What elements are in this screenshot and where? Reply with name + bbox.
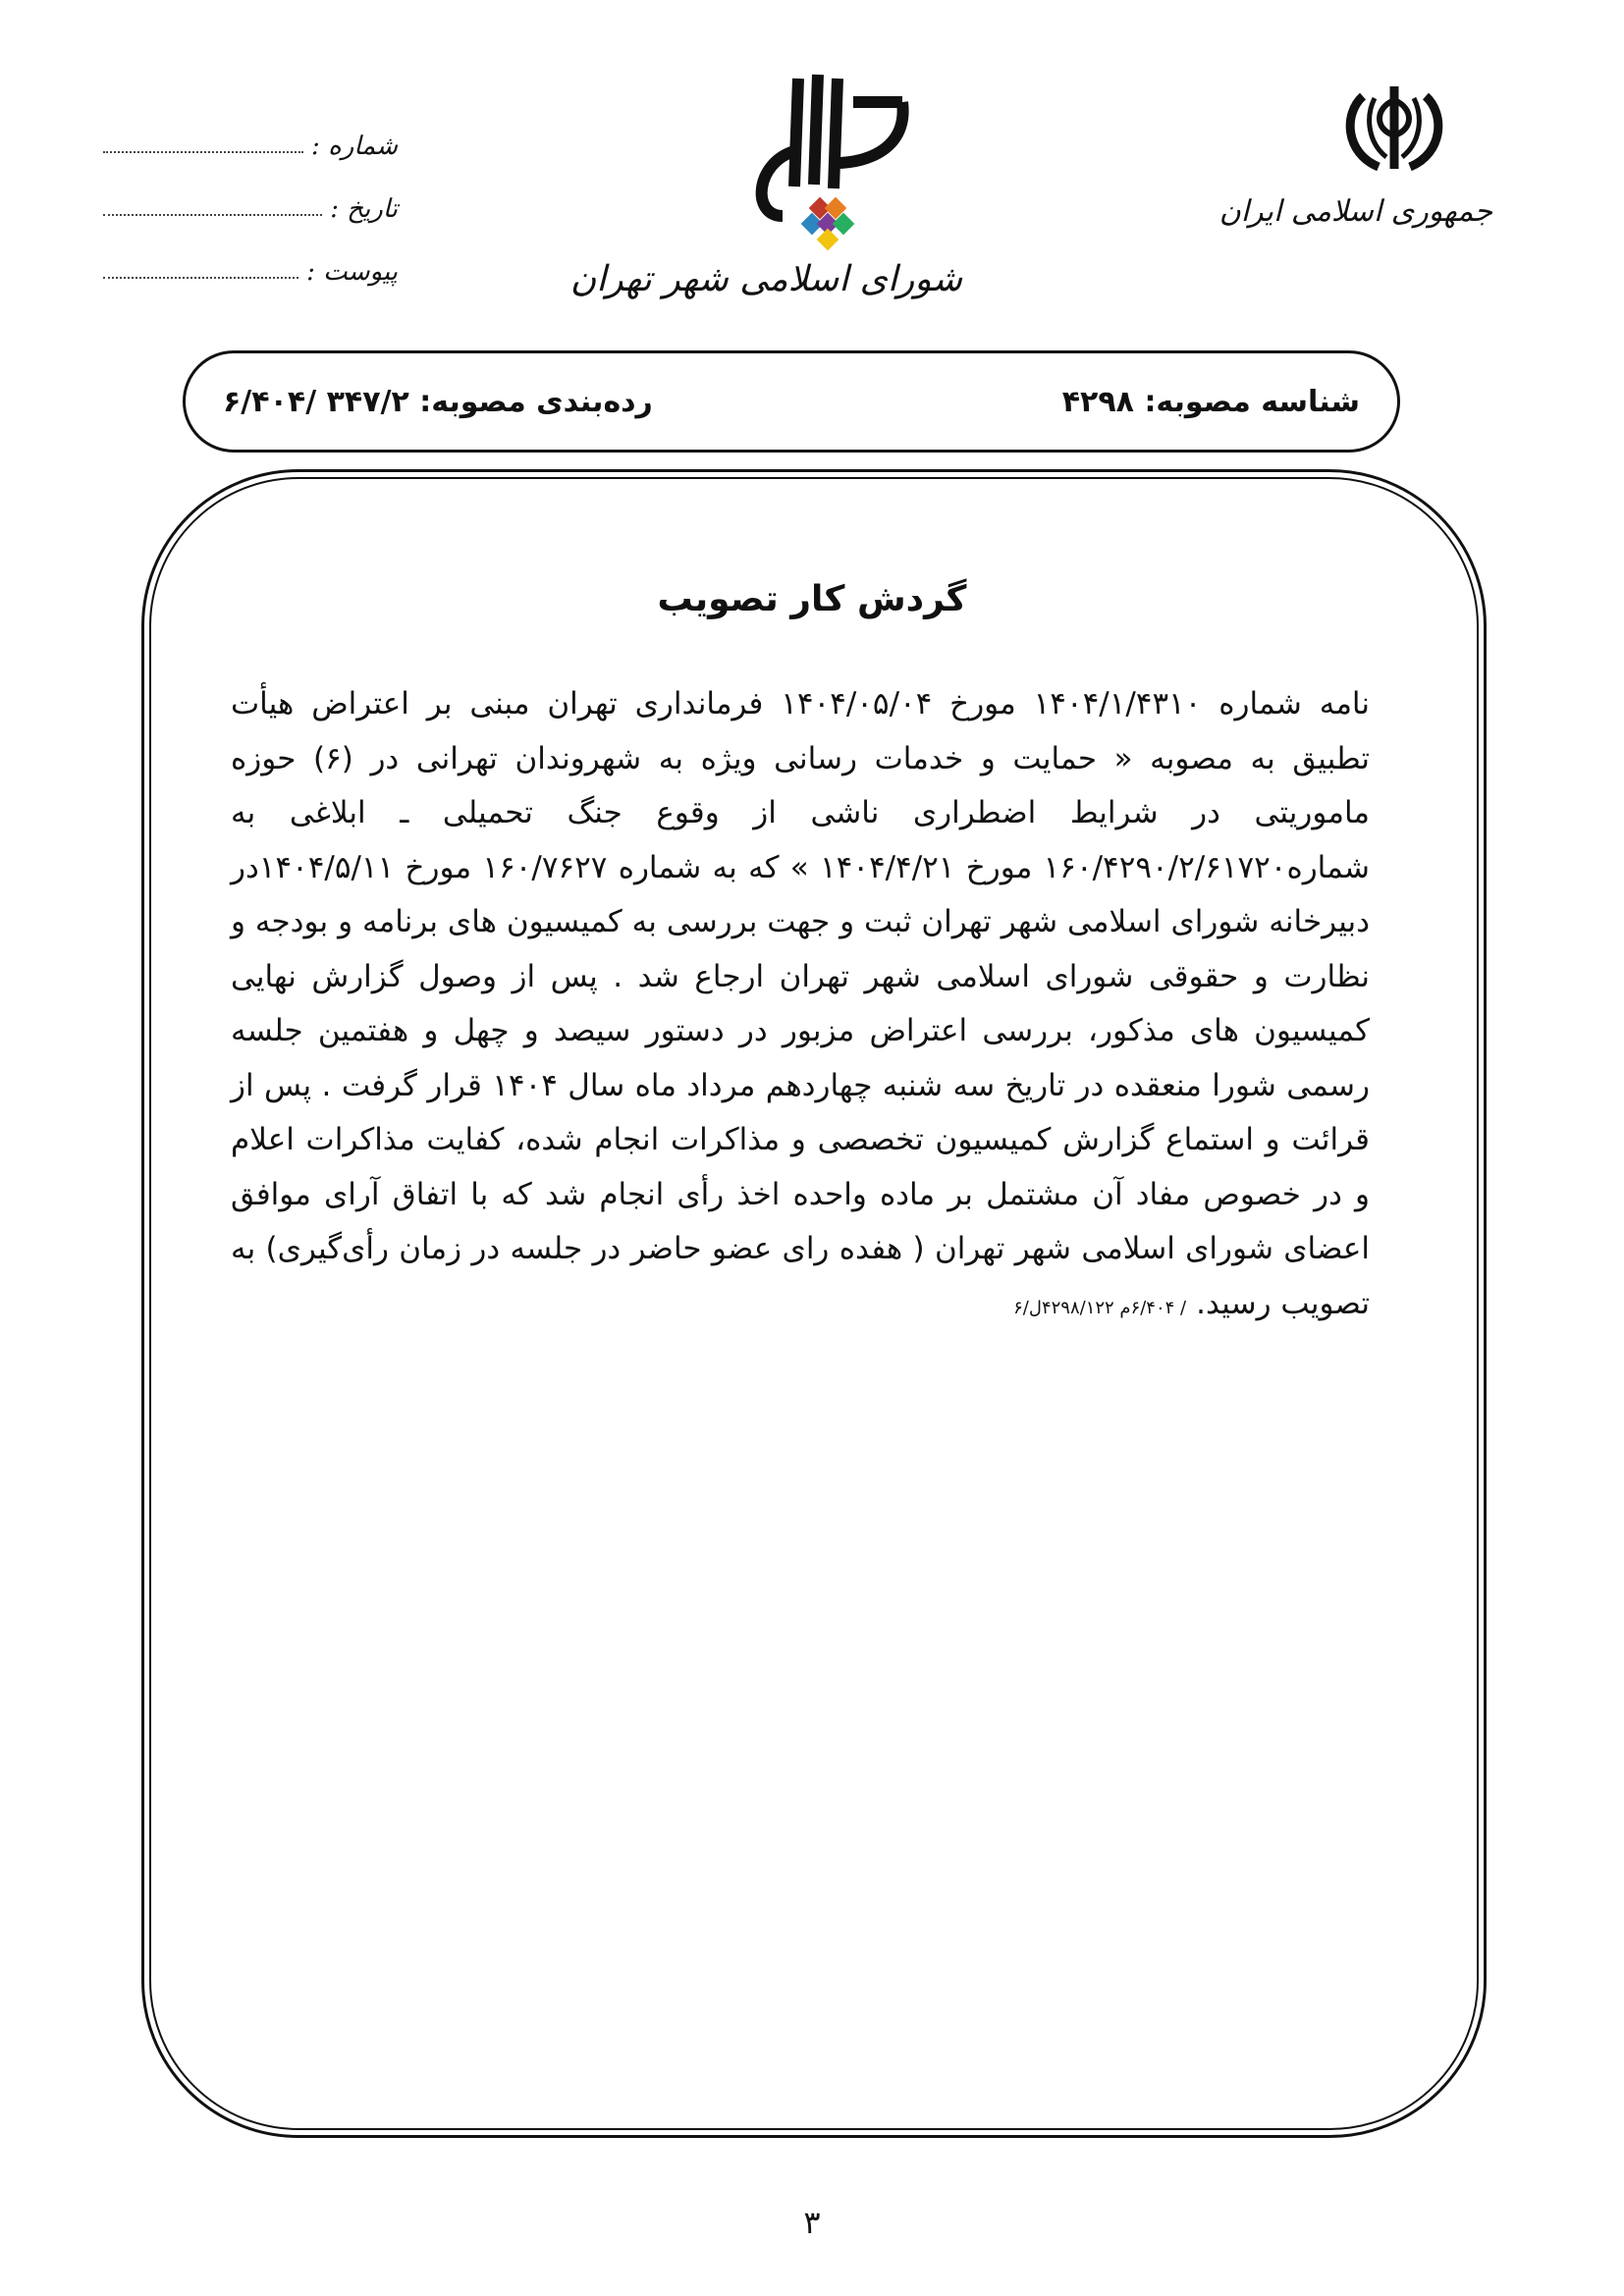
resolution-id bbox=[1062, 385, 1360, 419]
document-reference-code: / ۶/۴۰۴م ۴۲۹۸/۱۲۲ل/۶ bbox=[1013, 1297, 1187, 1318]
page-number: ۳ bbox=[803, 2204, 821, 2241]
emblem-caption: جمهوری اسلامی ایران bbox=[1218, 194, 1492, 229]
meta-field-dotted-line bbox=[103, 214, 322, 216]
meta-field-dotted-line bbox=[103, 151, 303, 153]
classification-value: ۳۴۷/۲ /۶/۴۰۴ bbox=[223, 384, 409, 419]
meta-field-date bbox=[103, 161, 398, 224]
document-body bbox=[231, 677, 1370, 1335]
letter-meta-fields bbox=[103, 98, 398, 287]
resolution-id-bar bbox=[183, 350, 1400, 453]
resolution-id-label: شناسه مصوبه: bbox=[1144, 384, 1360, 419]
classification-label: رده‌بندی مصوبه: bbox=[419, 384, 653, 419]
iran-emblem-icon bbox=[1335, 79, 1453, 177]
resolution-id-value: ۴۲۹۸ bbox=[1061, 384, 1134, 419]
council-logo-caption: شورای اسلامی شهر تهران bbox=[569, 259, 962, 299]
meta-field-label: تاریخ : bbox=[330, 194, 398, 224]
tehran-council-logo-icon bbox=[722, 69, 918, 255]
meta-field-label: پیوست : bbox=[306, 257, 398, 287]
document-title: گردش کار تصویب bbox=[657, 579, 967, 619]
document-body-text: نامه شماره ۱۴۰۴/۱/۴۳۱۰ مورخ ۱۴۰۴/۰۵/۰۴ فرمانداری تهران مبنی بر اعتراض هیأت تطبیق به مصوبه « حمایت و خدمات رسانی ویژه به شهروندان تهرانی در (۶) حوزه ماموریتی در شرایط اضطراری ناشی از وقوع جنگ تحمیلی ـ ابلاغی به شماره۱۶۰/۴۲۹۰/۲/۶۱۷۲۰ مورخ ۱۴۰۴/۴/۲۱ » که به شماره ۱۶۰/۷۶۲۷ مورخ ۱۴۰۴/۵/۱۱در دبیرخانه شورای اسلامی شهر تهران ثبت و جهت بررسی به کمیسیون های برنامه و بودجه و نظارت و حقوقی شورای اسلامی شهر تهران ارجاع شد . پس از وصول گزارش نهایی کمیسیون های مذکور، بررسی اعتراض مزبور در دستور سیصد و چهل و هفتمین جلسه رسمی شورا منعقده در تاریخ سه شنبه چهاردهم مرداد ماه سال ۱۴۰۴ قرار گرفت . پس از قرائت و استماع گزارش کمیسیون تخصصی و مذاکرات انجام شده، کفایت مذاکرات اعلام و در خصوص مفاد آن مشتمل بر ماده واحده اخذ رأی انجام شد که با اتفاق آرای موافق اعضای شورای اسلامی شهر تهران ( هفده رای عضو حاضر در جلسه در زمان رأی‌گیری) به تصویب رسید. bbox=[231, 686, 1371, 1321]
meta-field-label: شماره : bbox=[311, 132, 398, 161]
resolution-classification bbox=[223, 385, 653, 419]
meta-field-number bbox=[103, 98, 398, 161]
meta-field-attachment bbox=[103, 224, 398, 287]
iran-emblem bbox=[1218, 79, 1492, 255]
meta-field-dotted-line bbox=[103, 277, 298, 279]
tehran-council-logo bbox=[569, 69, 962, 324]
